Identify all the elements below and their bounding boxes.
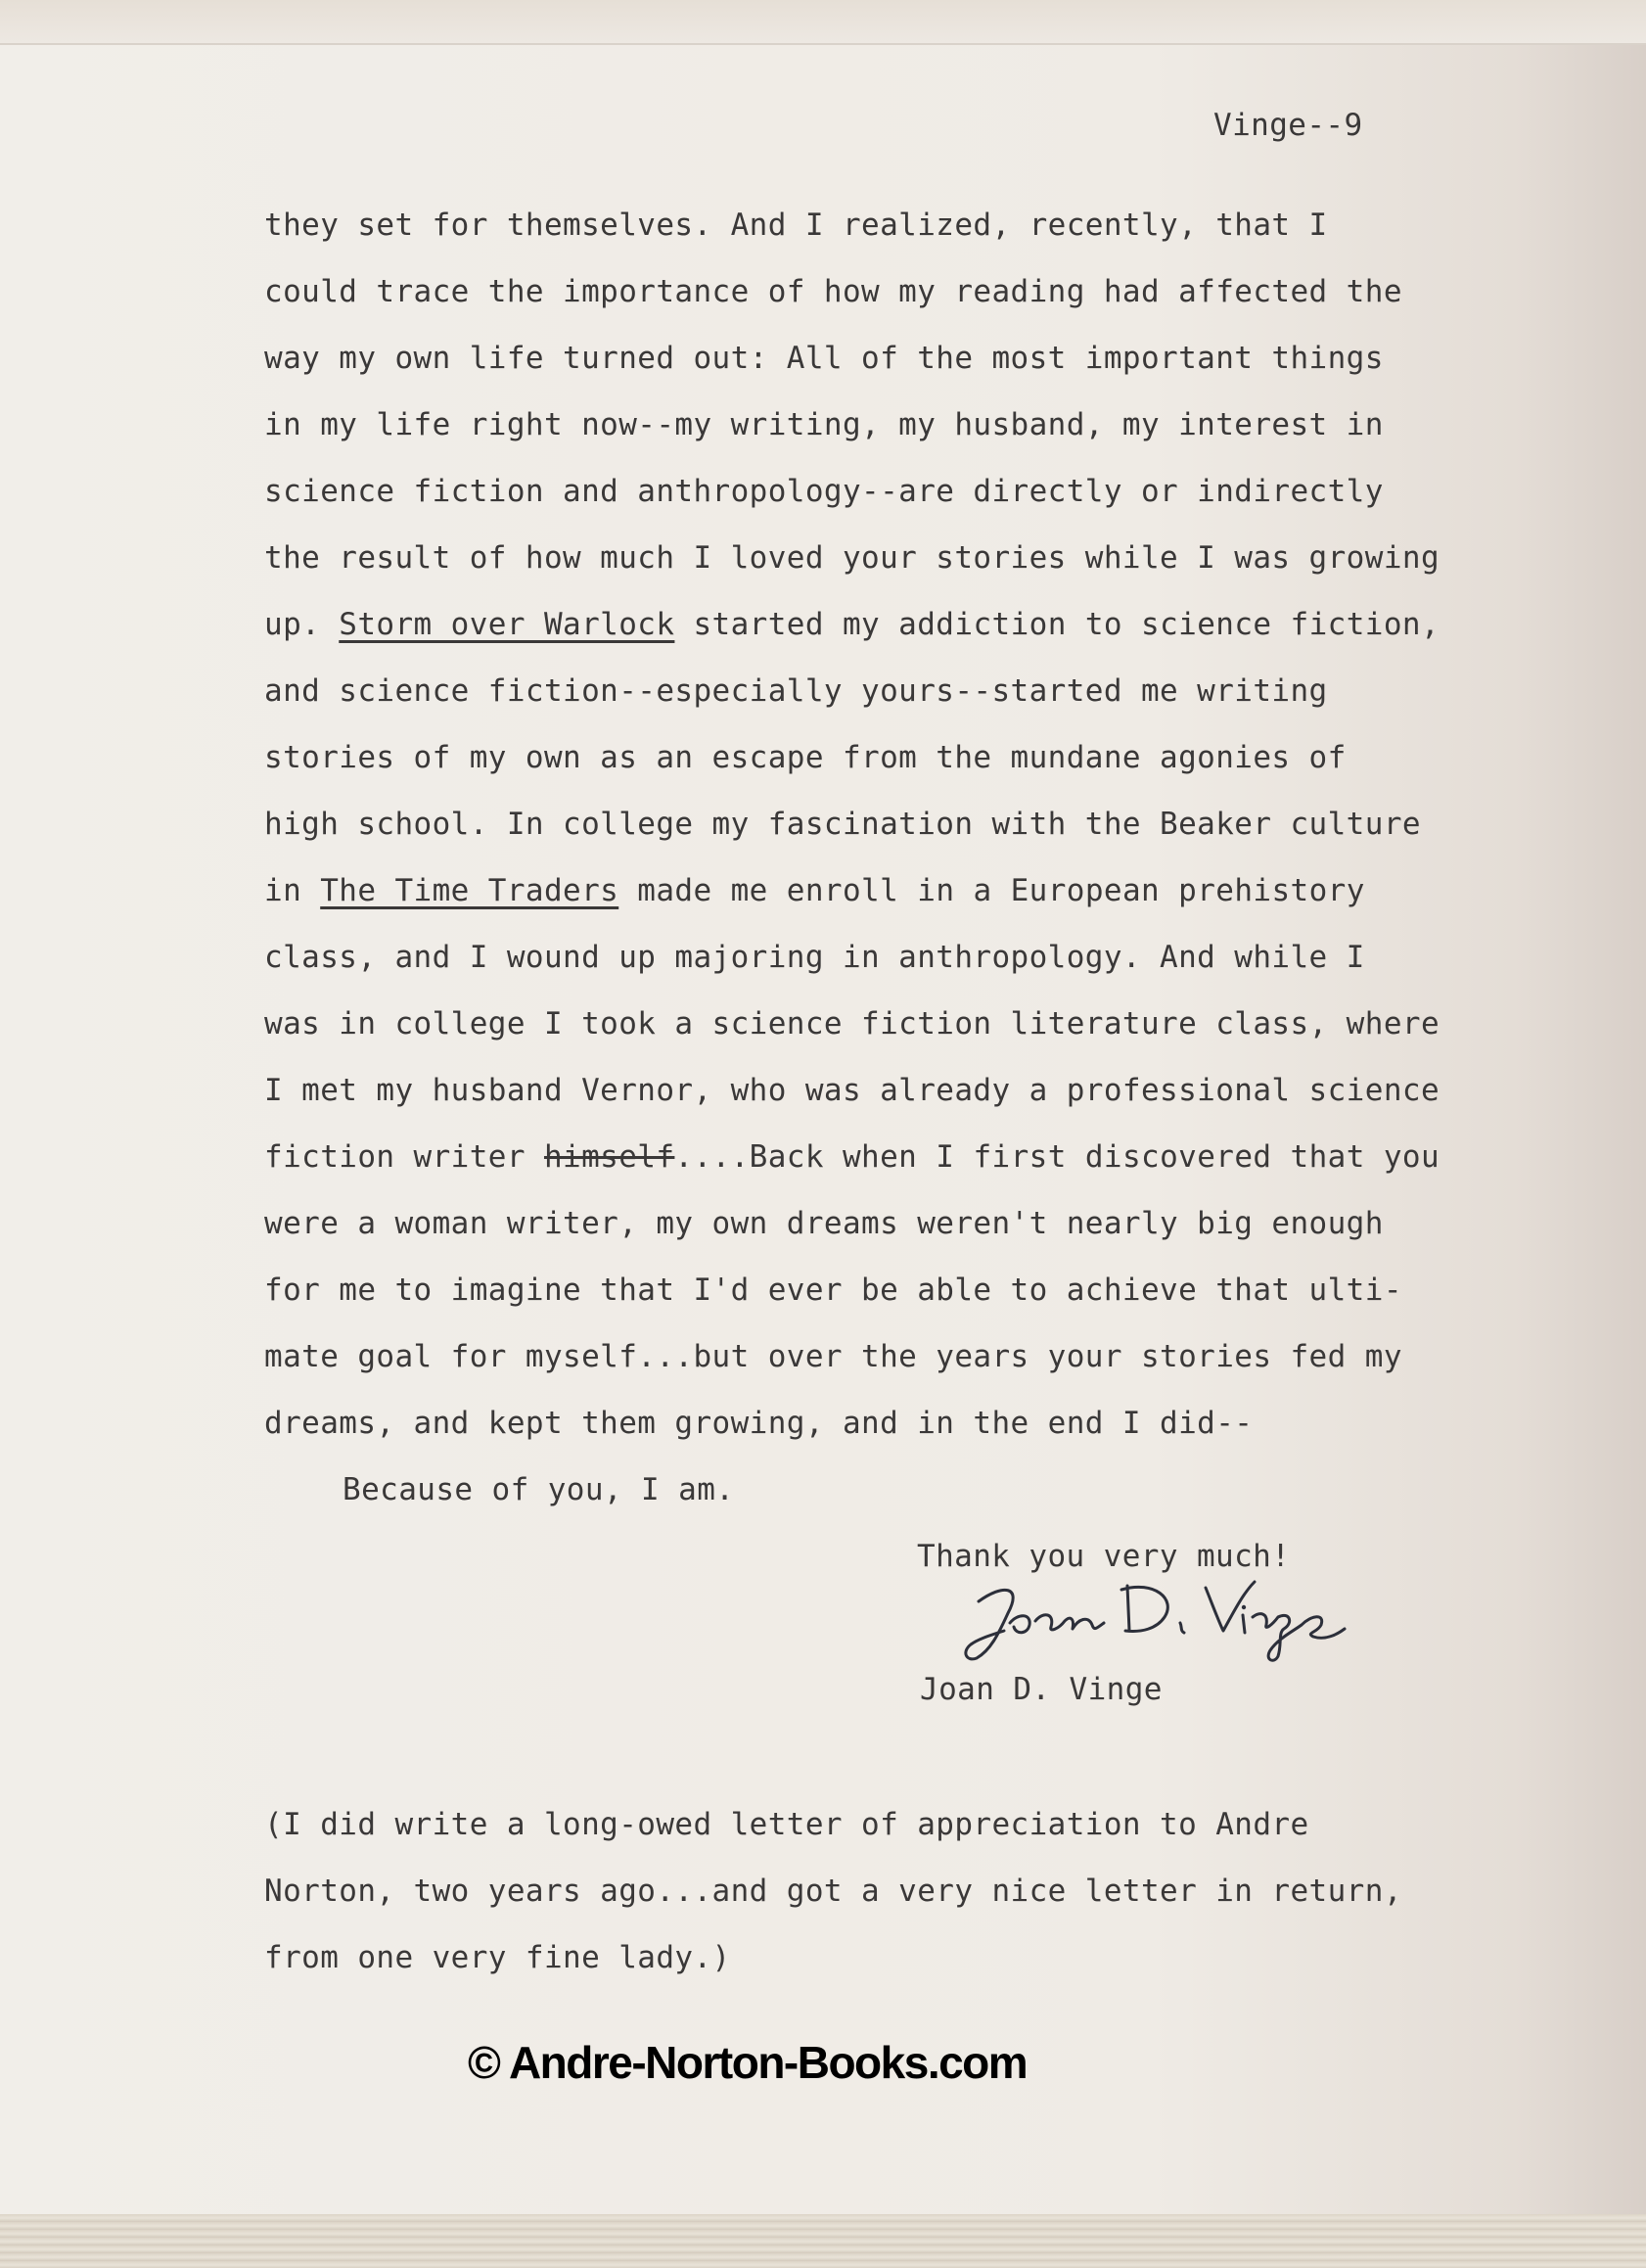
closing-thanks: Thank you very much!: [917, 1539, 1291, 1574]
copyright-watermark: © Andre-Norton-Books.com: [468, 2037, 1028, 2088]
body-line-7-start: up.: [264, 607, 340, 642]
body-line-9: stories of my own as an escape from the mundane agonies of: [264, 740, 1347, 775]
struck-word: himself: [543, 1139, 675, 1175]
book-title-the-time-traders: The Time Traders: [320, 873, 619, 908]
body-line-10: high school. In college my fascination with the Beaker culture: [264, 807, 1421, 842]
body-line-11-start: in: [264, 873, 321, 908]
body-line-8: and science fiction--especially yours--started me writing: [264, 673, 1328, 709]
body-line-1: they set for themselves. And I realized, recently, that I: [264, 208, 1328, 243]
paper-top-edge: [0, 0, 1646, 45]
body-line-3: way my own life turned out: All of the most important things: [264, 341, 1384, 376]
body-line-11-end: made me enroll in a European prehistory: [618, 873, 1365, 908]
body-line-7-end: started my addiction to science fiction,: [674, 607, 1440, 642]
body-line-2: could trace the importance of how my reading had affected the: [264, 274, 1402, 309]
body-line-11: [264, 873, 1365, 908]
handwritten-signature: [949, 1574, 1360, 1672]
page-header: Vinge--9: [1213, 108, 1363, 143]
body-line-5: science fiction and anthropology--are directly or indirectly: [264, 474, 1384, 509]
body-line-6: the result of how much I loved your stories while I was growing: [264, 540, 1440, 576]
body-line-4: in my life right now--my writing, my husband, my interest in: [264, 407, 1384, 442]
body-line-15: [264, 1139, 1440, 1175]
body-line-12: class, and I wound up majoring in anthropology. And while I: [264, 940, 1365, 975]
body-line-19: dreams, and kept them growing, and in the end I did--: [264, 1406, 1254, 1441]
book-title-storm-over-warlock: Storm over Warlock: [339, 607, 675, 642]
body-line-18: mate goal for myself...but over the years your stories fed my: [264, 1339, 1402, 1374]
body-line-16: were a woman writer, my own dreams weren't nearly big enough: [264, 1206, 1384, 1241]
postscript-line-1: (I did write a long-owed letter of appreciation to Andre: [264, 1807, 1309, 1842]
postscript-line-2: Norton, two years ago...and got a very nice letter in return,: [264, 1874, 1402, 1909]
body-line-14: I met my husband Vernor, who was already a professional science: [264, 1073, 1440, 1108]
body-line-13: was in college I took a science fiction literature class, where: [264, 1006, 1440, 1041]
body-line-17: for me to imagine that I'd ever be able to achieve that ulti-: [264, 1273, 1402, 1308]
typed-signature-name: Joan D. Vinge: [920, 1672, 1163, 1707]
postscript-line-3: from one very fine lady.): [264, 1940, 731, 1975]
body-line-20: Because of you, I am.: [343, 1472, 735, 1507]
paper-bottom-edge: [0, 2214, 1646, 2268]
body-line-15-start: fiction writer: [264, 1139, 544, 1175]
body-line-15-end: ....Back when I first discovered that you: [674, 1139, 1440, 1175]
body-line-7: [264, 607, 1440, 642]
